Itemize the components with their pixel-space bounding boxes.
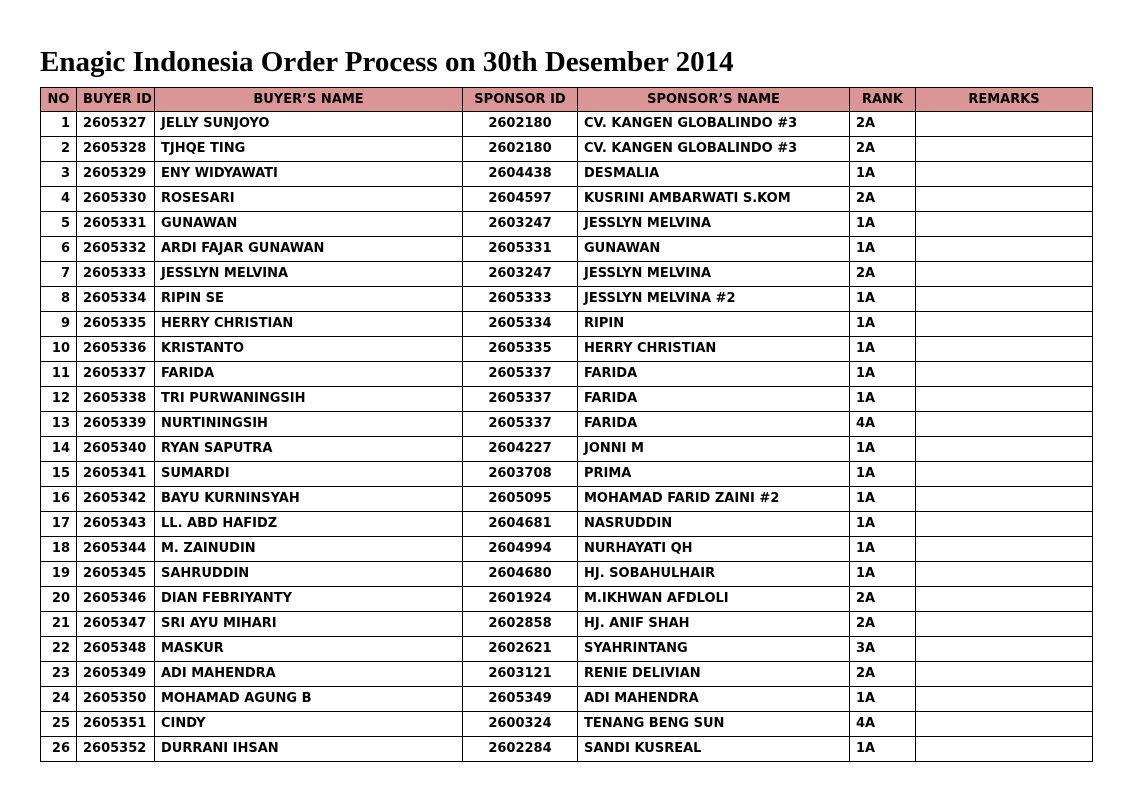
cell-sponsor-id: 2602858 — [463, 612, 578, 637]
table-row — [41, 537, 1093, 562]
cell-buyer-name: CINDY — [155, 712, 463, 737]
cell-buyer-name: DIAN FEBRIYANTY — [155, 587, 463, 612]
cell-buyer-id: 2605335 — [77, 312, 155, 337]
table-row — [41, 637, 1093, 662]
cell-sponsor-id: 2604438 — [463, 162, 578, 187]
cell-buyer-name: JELLY SUNJOYO — [155, 112, 463, 137]
cell-no: 13 — [41, 412, 77, 437]
cell-sponsor-name: PRIMA — [578, 462, 850, 487]
table-row — [41, 337, 1093, 362]
table-row — [41, 362, 1093, 387]
table-header-row — [41, 88, 1093, 112]
cell-buyer-id: 2605329 — [77, 162, 155, 187]
cell-buyer-name: TJHQE TING — [155, 137, 463, 162]
cell-remarks — [916, 187, 1093, 212]
cell-rank: 2A — [850, 662, 916, 687]
cell-buyer-name: ROSESARI — [155, 187, 463, 212]
cell-buyer-id: 2605333 — [77, 262, 155, 287]
table-row — [41, 712, 1093, 737]
col-header-no: NO — [41, 88, 77, 112]
cell-buyer-id: 2605351 — [77, 712, 155, 737]
cell-buyer-name: KRISTANTO — [155, 337, 463, 362]
cell-sponsor-name: SANDI KUSREAL — [578, 737, 850, 762]
cell-remarks — [916, 212, 1093, 237]
cell-buyer-name: HERRY CHRISTIAN — [155, 312, 463, 337]
cell-sponsor-name: MOHAMAD FARID ZAINI #2 — [578, 487, 850, 512]
cell-no: 4 — [41, 187, 77, 212]
cell-remarks — [916, 612, 1093, 637]
cell-remarks — [916, 562, 1093, 587]
cell-rank: 1A — [850, 287, 916, 312]
cell-sponsor-id: 2603247 — [463, 212, 578, 237]
cell-remarks — [916, 312, 1093, 337]
cell-sponsor-name: FARIDA — [578, 412, 850, 437]
cell-sponsor-name: NURHAYATI QH — [578, 537, 850, 562]
cell-no: 19 — [41, 562, 77, 587]
cell-buyer-name: NURTININGSIH — [155, 412, 463, 437]
col-header-sponsor-id: SPONSOR ID — [463, 88, 578, 112]
cell-sponsor-name: RENIE DELIVIAN — [578, 662, 850, 687]
cell-sponsor-name: ADI MAHENDRA — [578, 687, 850, 712]
cell-buyer-id: 2605346 — [77, 587, 155, 612]
col-header-sponsor-name: SPONSOR’S NAME — [578, 88, 850, 112]
cell-rank: 2A — [850, 137, 916, 162]
table-row — [41, 562, 1093, 587]
cell-buyer-name: TRI PURWANINGSIH — [155, 387, 463, 412]
cell-sponsor-id: 2604681 — [463, 512, 578, 537]
table-row — [41, 312, 1093, 337]
cell-buyer-name: SAHRUDDIN — [155, 562, 463, 587]
cell-remarks — [916, 587, 1093, 612]
cell-no: 12 — [41, 387, 77, 412]
cell-buyer-id: 2605327 — [77, 112, 155, 137]
cell-no: 6 — [41, 237, 77, 262]
cell-sponsor-name: JESSLYN MELVINA — [578, 212, 850, 237]
cell-remarks — [916, 687, 1093, 712]
cell-no: 22 — [41, 637, 77, 662]
table-row — [41, 187, 1093, 212]
cell-buyer-id: 2605336 — [77, 337, 155, 362]
cell-buyer-name: RYAN SAPUTRA — [155, 437, 463, 462]
cell-remarks — [916, 337, 1093, 362]
cell-buyer-id: 2605338 — [77, 387, 155, 412]
cell-no: 3 — [41, 162, 77, 187]
cell-sponsor-id: 2602284 — [463, 737, 578, 762]
cell-sponsor-name: KUSRINI AMBARWATI S.KOM — [578, 187, 850, 212]
cell-sponsor-id: 2605334 — [463, 312, 578, 337]
cell-sponsor-name: TENANG BENG SUN — [578, 712, 850, 737]
cell-no: 21 — [41, 612, 77, 637]
cell-buyer-name: SRI AYU MIHARI — [155, 612, 463, 637]
cell-rank: 2A — [850, 587, 916, 612]
cell-rank: 1A — [850, 487, 916, 512]
cell-rank: 2A — [850, 262, 916, 287]
cell-remarks — [916, 537, 1093, 562]
cell-rank: 1A — [850, 337, 916, 362]
cell-rank: 1A — [850, 312, 916, 337]
cell-buyer-id: 2605342 — [77, 487, 155, 512]
orders-table — [40, 87, 1093, 762]
cell-no: 5 — [41, 212, 77, 237]
cell-buyer-id: 2605330 — [77, 187, 155, 212]
cell-no: 24 — [41, 687, 77, 712]
cell-remarks — [916, 712, 1093, 737]
cell-rank: 1A — [850, 737, 916, 762]
cell-sponsor-id: 2605337 — [463, 412, 578, 437]
table-row — [41, 662, 1093, 687]
cell-no: 7 — [41, 262, 77, 287]
table-row — [41, 462, 1093, 487]
col-header-buyer-id: BUYER ID — [77, 88, 155, 112]
col-header-remarks: REMARKS — [916, 88, 1093, 112]
cell-remarks — [916, 512, 1093, 537]
table-row — [41, 212, 1093, 237]
cell-sponsor-id: 2602621 — [463, 637, 578, 662]
cell-no: 25 — [41, 712, 77, 737]
cell-buyer-id: 2605343 — [77, 512, 155, 537]
cell-no: 16 — [41, 487, 77, 512]
cell-no: 1 — [41, 112, 77, 137]
cell-sponsor-id: 2604227 — [463, 437, 578, 462]
cell-buyer-id: 2605350 — [77, 687, 155, 712]
cell-buyer-name: JESSLYN MELVINA — [155, 262, 463, 287]
cell-buyer-name: LL. ABD HAFIDZ — [155, 512, 463, 537]
cell-sponsor-name: CV. KANGEN GLOBALINDO #3 — [578, 112, 850, 137]
cell-sponsor-id: 2601924 — [463, 587, 578, 612]
cell-rank: 1A — [850, 362, 916, 387]
table-row — [41, 387, 1093, 412]
cell-remarks — [916, 637, 1093, 662]
table-row — [41, 437, 1093, 462]
cell-remarks — [916, 287, 1093, 312]
cell-sponsor-id: 2605337 — [463, 387, 578, 412]
col-header-rank: RANK — [850, 88, 916, 112]
cell-no: 17 — [41, 512, 77, 537]
cell-sponsor-id: 2602180 — [463, 137, 578, 162]
cell-rank: 1A — [850, 562, 916, 587]
cell-remarks — [916, 237, 1093, 262]
cell-no: 14 — [41, 437, 77, 462]
cell-buyer-id: 2605340 — [77, 437, 155, 462]
cell-remarks — [916, 462, 1093, 487]
col-header-buyer-name: BUYER’S NAME — [155, 88, 463, 112]
cell-buyer-id: 2605334 — [77, 287, 155, 312]
cell-buyer-id: 2605349 — [77, 662, 155, 687]
cell-sponsor-name: JESSLYN MELVINA — [578, 262, 850, 287]
cell-no: 20 — [41, 587, 77, 612]
cell-no: 8 — [41, 287, 77, 312]
cell-sponsor-name: JONNI M — [578, 437, 850, 462]
cell-buyer-id: 2605341 — [77, 462, 155, 487]
cell-sponsor-id: 2605335 — [463, 337, 578, 362]
cell-remarks — [916, 262, 1093, 287]
cell-buyer-name: M. ZAINUDIN — [155, 537, 463, 562]
cell-sponsor-id: 2605337 — [463, 362, 578, 387]
cell-buyer-name: DURRANI IHSAN — [155, 737, 463, 762]
cell-no: 18 — [41, 537, 77, 562]
cell-buyer-id: 2605332 — [77, 237, 155, 262]
cell-rank: 1A — [850, 437, 916, 462]
cell-remarks — [916, 162, 1093, 187]
cell-buyer-name: ARDI FAJAR GUNAWAN — [155, 237, 463, 262]
cell-sponsor-id: 2605333 — [463, 287, 578, 312]
cell-remarks — [916, 662, 1093, 687]
cell-buyer-id: 2605347 — [77, 612, 155, 637]
cell-rank: 1A — [850, 462, 916, 487]
table-row — [41, 237, 1093, 262]
cell-buyer-name: SUMARDI — [155, 462, 463, 487]
cell-sponsor-name: NASRUDDIN — [578, 512, 850, 537]
cell-remarks — [916, 387, 1093, 412]
cell-buyer-name: GUNAWAN — [155, 212, 463, 237]
table-row — [41, 412, 1093, 437]
cell-rank: 1A — [850, 162, 916, 187]
cell-rank: 4A — [850, 412, 916, 437]
cell-sponsor-name: JESSLYN MELVINA #2 — [578, 287, 850, 312]
cell-rank: 1A — [850, 387, 916, 412]
cell-sponsor-id: 2600324 — [463, 712, 578, 737]
table-row — [41, 512, 1093, 537]
cell-sponsor-id: 2605331 — [463, 237, 578, 262]
cell-no: 2 — [41, 137, 77, 162]
cell-sponsor-id: 2604994 — [463, 537, 578, 562]
cell-sponsor-name: HJ. ANIF SHAH — [578, 612, 850, 637]
cell-buyer-id: 2605331 — [77, 212, 155, 237]
cell-buyer-id: 2605328 — [77, 137, 155, 162]
table-row — [41, 262, 1093, 287]
cell-remarks — [916, 112, 1093, 137]
cell-remarks — [916, 412, 1093, 437]
cell-no: 11 — [41, 362, 77, 387]
cell-buyer-id: 2605344 — [77, 537, 155, 562]
cell-buyer-name: ADI MAHENDRA — [155, 662, 463, 687]
cell-sponsor-id: 2603121 — [463, 662, 578, 687]
cell-sponsor-id: 2603247 — [463, 262, 578, 287]
cell-rank: 1A — [850, 687, 916, 712]
table-row — [41, 737, 1093, 762]
cell-sponsor-id: 2604597 — [463, 187, 578, 212]
cell-no: 26 — [41, 737, 77, 762]
cell-no: 15 — [41, 462, 77, 487]
cell-rank: 3A — [850, 637, 916, 662]
cell-buyer-id: 2605339 — [77, 412, 155, 437]
cell-remarks — [916, 487, 1093, 512]
cell-rank: 2A — [850, 187, 916, 212]
cell-no: 10 — [41, 337, 77, 362]
cell-sponsor-name: HERRY CHRISTIAN — [578, 337, 850, 362]
cell-sponsor-name: FARIDA — [578, 362, 850, 387]
table-row — [41, 587, 1093, 612]
cell-remarks — [916, 437, 1093, 462]
table-row — [41, 687, 1093, 712]
page-title: Enagic Indonesia Order Process on 30th Desember 2014 — [40, 46, 734, 78]
cell-buyer-name: MASKUR — [155, 637, 463, 662]
table-row — [41, 137, 1093, 162]
cell-no: 9 — [41, 312, 77, 337]
table-row — [41, 287, 1093, 312]
cell-buyer-id: 2605348 — [77, 637, 155, 662]
cell-sponsor-name: SYAHRINTANG — [578, 637, 850, 662]
cell-sponsor-name: CV. KANGEN GLOBALINDO #3 — [578, 137, 850, 162]
cell-buyer-name: RIPIN SE — [155, 287, 463, 312]
cell-sponsor-name: FARIDA — [578, 387, 850, 412]
cell-sponsor-id: 2602180 — [463, 112, 578, 137]
table-row — [41, 112, 1093, 137]
cell-buyer-name: BAYU KURNINSYAH — [155, 487, 463, 512]
cell-buyer-name: MOHAMAD AGUNG B — [155, 687, 463, 712]
table-row — [41, 612, 1093, 637]
cell-buyer-name: FARIDA — [155, 362, 463, 387]
cell-sponsor-id: 2603708 — [463, 462, 578, 487]
cell-sponsor-name: RIPIN — [578, 312, 850, 337]
table-row — [41, 162, 1093, 187]
cell-rank: 1A — [850, 212, 916, 237]
cell-buyer-id: 2605337 — [77, 362, 155, 387]
cell-rank: 2A — [850, 612, 916, 637]
cell-buyer-name: ENY WIDYAWATI — [155, 162, 463, 187]
cell-sponsor-name: HJ. SOBAHULHAIR — [578, 562, 850, 587]
cell-sponsor-name: GUNAWAN — [578, 237, 850, 262]
cell-buyer-id: 2605352 — [77, 737, 155, 762]
cell-rank: 2A — [850, 112, 916, 137]
cell-sponsor-id: 2604680 — [463, 562, 578, 587]
cell-rank: 4A — [850, 712, 916, 737]
table-row — [41, 487, 1093, 512]
cell-rank: 1A — [850, 512, 916, 537]
cell-sponsor-name: DESMALIA — [578, 162, 850, 187]
cell-rank: 1A — [850, 537, 916, 562]
cell-sponsor-id: 2605349 — [463, 687, 578, 712]
cell-rank: 1A — [850, 237, 916, 262]
cell-sponsor-id: 2605095 — [463, 487, 578, 512]
cell-remarks — [916, 737, 1093, 762]
cell-buyer-id: 2605345 — [77, 562, 155, 587]
cell-remarks — [916, 137, 1093, 162]
cell-sponsor-name: M.IKHWAN AFDLOLI — [578, 587, 850, 612]
cell-remarks — [916, 362, 1093, 387]
table-body — [41, 112, 1093, 762]
cell-no: 23 — [41, 662, 77, 687]
